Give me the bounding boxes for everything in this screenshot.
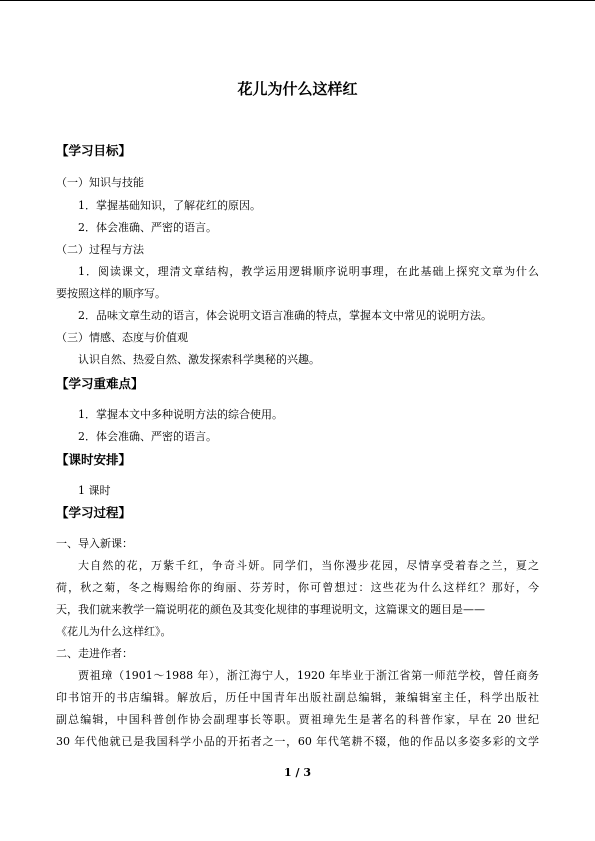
page-title: 花儿为什么这样红 [237, 80, 358, 98]
subheading-process: （二）过程与方法 [56, 243, 144, 256]
section-heading-schedule: 【课时安排】 [56, 452, 132, 467]
page-number: 1 / 3 [284, 766, 311, 779]
list-item: 2．品味文章生动的语言，体会说明文语言准确的特点，掌握本文中常见的说明方法。 [78, 309, 492, 322]
paragraph-line: 天，我们就来教学一篇说明花的颜色及其变化规律的事理说明文，这篇课文的题目是—— [56, 603, 485, 616]
list-item: 1．掌握基础知识，了解花红的原因。 [78, 199, 261, 212]
paragraph-line: 1．阅读课文，理清文章结构，教学运用逻辑顺序说明事理，在此基础上探究文章为什么 [78, 265, 539, 278]
list-item: 2．体会准确、严密的语言。 [78, 221, 217, 234]
paragraph-line: 印书馆开的书店编辑。解放后，历任中国青年出版社副总编辑，兼编辑室主任，科学出版社 [56, 691, 539, 704]
paragraph-line: 1 课时 [78, 484, 111, 497]
paragraph-line: 要按照这样的顺序写。 [56, 287, 166, 300]
section-heading-keypoints: 【学习重难点】 [56, 376, 144, 391]
part-heading-author: 二、走进作者： [56, 647, 133, 660]
list-item: 2．体会准确、严密的语言。 [78, 430, 217, 443]
subheading-knowledge: （一）知识与技能 [56, 176, 144, 189]
subheading-attitude: （三）情感、态度与价值观 [56, 331, 188, 344]
paragraph-line: 荷，秋之菊，冬之梅赐给你的绚丽、芬芳时，你可曾想过：这些花为什么这样红？那好，今 [56, 581, 539, 594]
section-heading-process: 【学习过程】 [56, 505, 132, 520]
list-item: 1．掌握本文中多种说明方法的综合使用。 [78, 408, 283, 421]
paragraph-line: 30 年代他就已是我国科学小品的开拓者之一，60 年代笔耕不辍，他的作品以多姿多彩的文学 [56, 735, 539, 748]
paragraph-line: 贾祖璋（1901～1988 年），浙江海宁人，1920 年毕业于浙江省第一师范学校，曾任商务 [78, 669, 539, 682]
paragraph-line: 《花儿为什么这样红》。 [56, 625, 172, 638]
paragraph-line: 认识自然、热爱自然、激发探索科学奥秘的兴趣。 [78, 353, 320, 366]
paragraph-line: 副总编辑，中国科普创作协会副理事长等职。贾祖璋先生是著名的科普作家，早在 20 世纪 [56, 713, 539, 726]
paragraph-line: 大自然的花，万紫千红，争奇斗妍。同学们，当你漫步花园，尽情享受着春之兰，夏之 [78, 559, 539, 572]
section-heading-goals: 【学习目标】 [56, 143, 132, 158]
part-heading-intro: 一、导入新课： [56, 537, 133, 550]
